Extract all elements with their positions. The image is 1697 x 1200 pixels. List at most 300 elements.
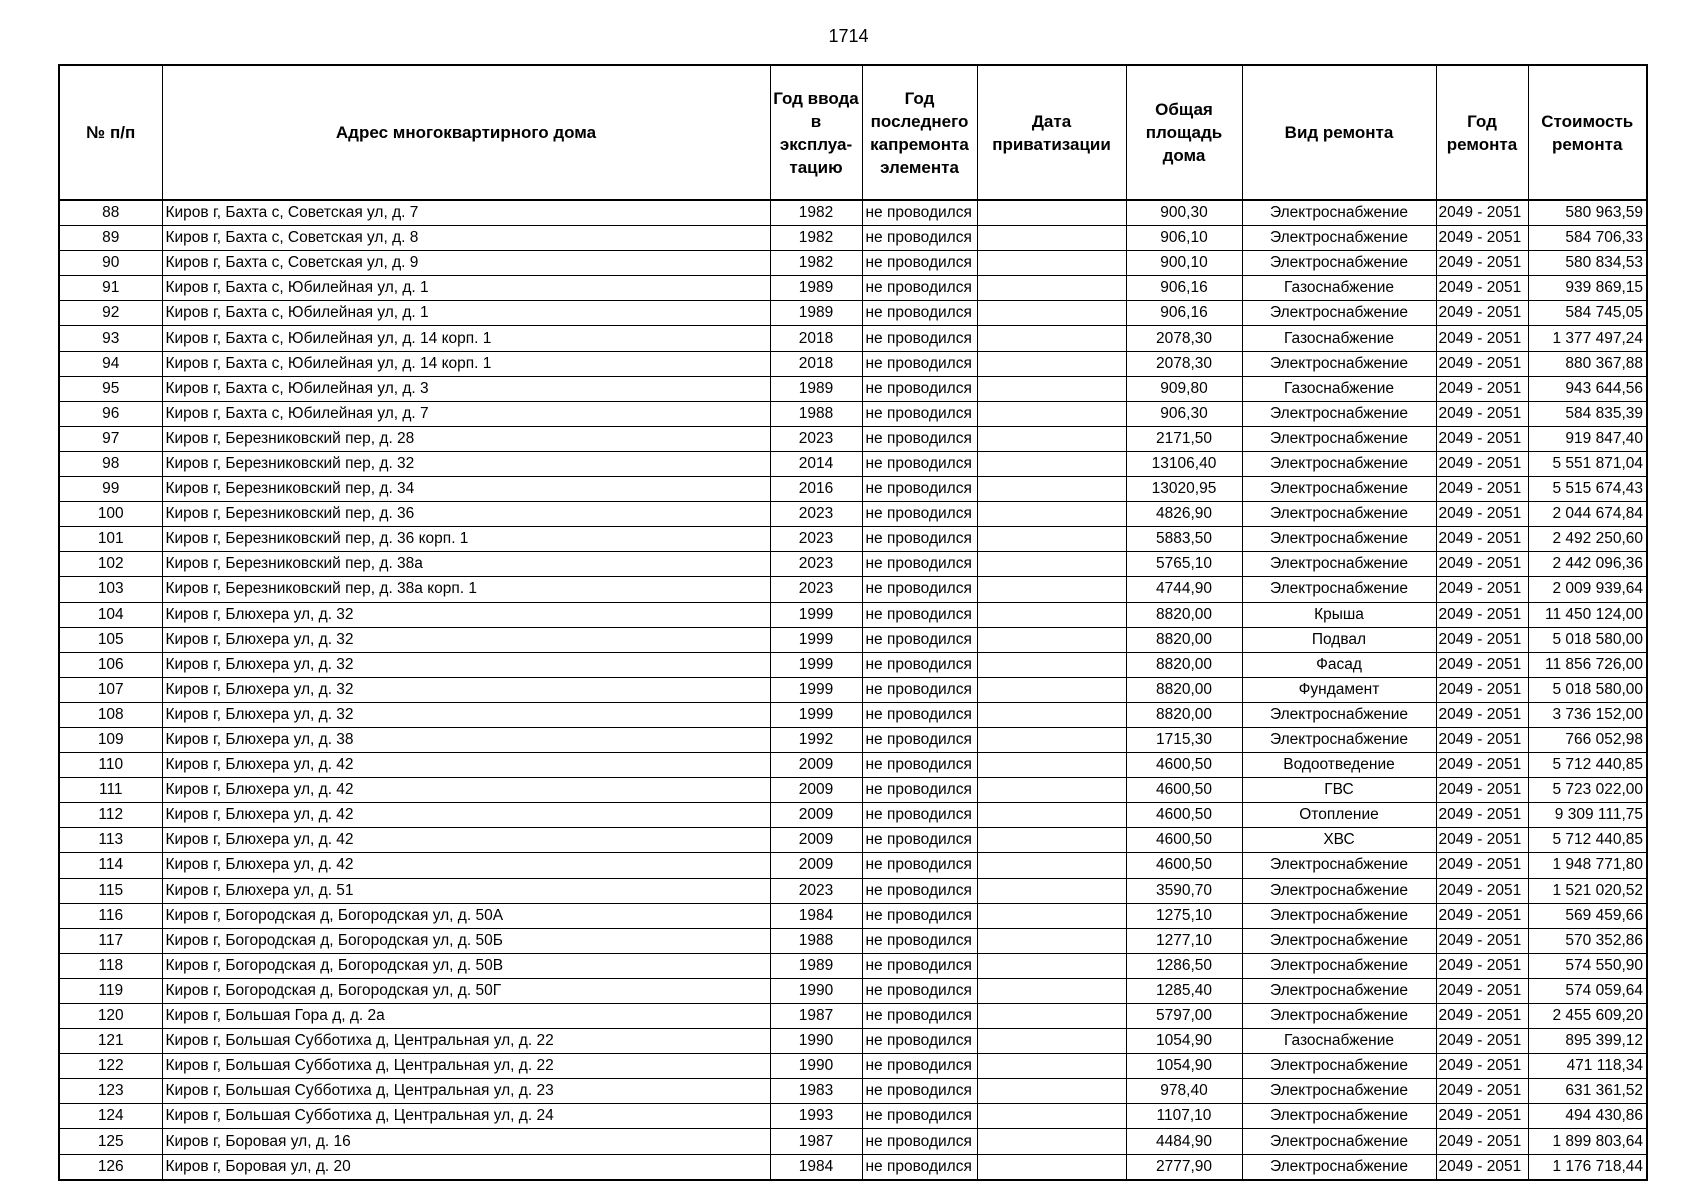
cell-last-repair: не проводился bbox=[862, 1129, 977, 1154]
cell-num: 103 bbox=[59, 577, 162, 602]
cell-num: 121 bbox=[59, 1029, 162, 1054]
table-row bbox=[59, 527, 1647, 552]
cell-year-built: 2018 bbox=[770, 351, 862, 376]
table-row bbox=[59, 401, 1647, 426]
cell-area: 1715,30 bbox=[1126, 727, 1242, 752]
cell-year-built: 2018 bbox=[770, 326, 862, 351]
table-row bbox=[59, 928, 1647, 953]
cell-area: 909,80 bbox=[1126, 376, 1242, 401]
cell-num: 93 bbox=[59, 326, 162, 351]
table-row bbox=[59, 226, 1647, 251]
cell-repair-years: 2049 - 2051 bbox=[1436, 426, 1528, 451]
cell-cost: 570 352,86 bbox=[1528, 928, 1647, 953]
cell-repair-years: 2049 - 2051 bbox=[1436, 727, 1528, 752]
cell-num: 109 bbox=[59, 727, 162, 752]
cell-area: 13020,95 bbox=[1126, 477, 1242, 502]
cell-cost: 5 018 580,00 bbox=[1528, 677, 1647, 702]
cell-privatization bbox=[977, 1104, 1126, 1129]
cell-repair-type: Электроснабжение bbox=[1242, 928, 1436, 953]
cell-privatization bbox=[977, 1029, 1126, 1054]
cell-address: Киров г, Березниковский пер, д. 36 bbox=[162, 502, 770, 527]
cell-last-repair: не проводился bbox=[862, 828, 977, 853]
cell-repair-type: Электроснабжение bbox=[1242, 978, 1436, 1003]
cell-year-built: 2023 bbox=[770, 426, 862, 451]
cell-repair-type: Электроснабжение bbox=[1242, 1104, 1436, 1129]
cell-area: 4744,90 bbox=[1126, 577, 1242, 602]
cell-year-built: 2014 bbox=[770, 451, 862, 476]
cell-cost: 1 948 771,80 bbox=[1528, 853, 1647, 878]
cell-address: Киров г, Богородская д, Богородская ул, д. 50В bbox=[162, 953, 770, 978]
table-row bbox=[59, 376, 1647, 401]
cell-num: 118 bbox=[59, 953, 162, 978]
table-row bbox=[59, 552, 1647, 577]
cell-num: 90 bbox=[59, 251, 162, 276]
cell-last-repair: не проводился bbox=[862, 602, 977, 627]
cell-year-built: 1992 bbox=[770, 727, 862, 752]
cell-address: Киров г, Богородская д, Богородская ул, д. 50А bbox=[162, 903, 770, 928]
cell-year-built: 1999 bbox=[770, 677, 862, 702]
cell-cost: 880 367,88 bbox=[1528, 351, 1647, 376]
table-row bbox=[59, 627, 1647, 652]
cell-num: 107 bbox=[59, 677, 162, 702]
cell-repair-years: 2049 - 2051 bbox=[1436, 451, 1528, 476]
cell-num: 116 bbox=[59, 903, 162, 928]
cell-address: Киров г, Бахта с, Юбилейная ул, д. 1 bbox=[162, 276, 770, 301]
table-row bbox=[59, 200, 1647, 226]
cell-cost: 574 059,64 bbox=[1528, 978, 1647, 1003]
cell-year-built: 1984 bbox=[770, 1154, 862, 1180]
table-row bbox=[59, 477, 1647, 502]
cell-year-built: 1984 bbox=[770, 903, 862, 928]
table-row bbox=[59, 251, 1647, 276]
cell-year-built: 2023 bbox=[770, 552, 862, 577]
cell-cost: 2 492 250,60 bbox=[1528, 527, 1647, 552]
cell-last-repair: не проводился bbox=[862, 226, 977, 251]
cell-area: 978,40 bbox=[1126, 1079, 1242, 1104]
cell-last-repair: не проводился bbox=[862, 351, 977, 376]
cell-repair-type: Электроснабжение bbox=[1242, 200, 1436, 226]
table-row bbox=[59, 426, 1647, 451]
cell-last-repair: не проводился bbox=[862, 1154, 977, 1180]
cell-area: 2078,30 bbox=[1126, 326, 1242, 351]
cell-repair-type: Электроснабжение bbox=[1242, 477, 1436, 502]
cell-last-repair: не проводился bbox=[862, 426, 977, 451]
cell-year-built: 1983 bbox=[770, 1079, 862, 1104]
cell-privatization bbox=[977, 928, 1126, 953]
cell-area: 4826,90 bbox=[1126, 502, 1242, 527]
cell-address: Киров г, Бахта с, Юбилейная ул, д. 3 bbox=[162, 376, 770, 401]
cell-privatization bbox=[977, 652, 1126, 677]
cell-num: 88 bbox=[59, 200, 162, 226]
cell-last-repair: не проводился bbox=[862, 978, 977, 1003]
cell-privatization bbox=[977, 1004, 1126, 1029]
cell-area: 4600,50 bbox=[1126, 778, 1242, 803]
cell-privatization bbox=[977, 426, 1126, 451]
cell-area: 8820,00 bbox=[1126, 677, 1242, 702]
cell-cost: 9 309 111,75 bbox=[1528, 803, 1647, 828]
cell-cost: 5 515 674,43 bbox=[1528, 477, 1647, 502]
cell-year-built: 1988 bbox=[770, 928, 862, 953]
cell-year-built: 2009 bbox=[770, 803, 862, 828]
cell-privatization bbox=[977, 978, 1126, 1003]
cell-last-repair: не проводился bbox=[862, 853, 977, 878]
table-row bbox=[59, 828, 1647, 853]
cell-address: Киров г, Бахта с, Юбилейная ул, д. 14 корп. 1 bbox=[162, 326, 770, 351]
table-row bbox=[59, 978, 1647, 1003]
cell-repair-type: Электроснабжение bbox=[1242, 727, 1436, 752]
cell-repair-type: Электроснабжение bbox=[1242, 527, 1436, 552]
cell-privatization bbox=[977, 251, 1126, 276]
cell-last-repair: не проводился bbox=[862, 928, 977, 953]
cell-num: 126 bbox=[59, 1154, 162, 1180]
cell-year-built: 1989 bbox=[770, 301, 862, 326]
cell-repair-type: Электроснабжение bbox=[1242, 953, 1436, 978]
cell-cost: 569 459,66 bbox=[1528, 903, 1647, 928]
cell-last-repair: не проводился bbox=[862, 276, 977, 301]
cell-repair-years: 2049 - 2051 bbox=[1436, 301, 1528, 326]
cell-cost: 584 835,39 bbox=[1528, 401, 1647, 426]
cell-privatization bbox=[977, 1054, 1126, 1079]
cell-repair-years: 2049 - 2051 bbox=[1436, 200, 1528, 226]
cell-privatization bbox=[977, 477, 1126, 502]
cell-repair-type: Крыша bbox=[1242, 602, 1436, 627]
cell-repair-type: Электроснабжение bbox=[1242, 301, 1436, 326]
cell-repair-years: 2049 - 2051 bbox=[1436, 577, 1528, 602]
cell-year-built: 2009 bbox=[770, 753, 862, 778]
cell-num: 97 bbox=[59, 426, 162, 451]
cell-repair-years: 2049 - 2051 bbox=[1436, 828, 1528, 853]
cell-num: 117 bbox=[59, 928, 162, 953]
cell-last-repair: не проводился bbox=[862, 778, 977, 803]
cell-area: 8820,00 bbox=[1126, 627, 1242, 652]
table-row bbox=[59, 502, 1647, 527]
cell-year-built: 1989 bbox=[770, 953, 862, 978]
header-area: Общая площадь дома bbox=[1126, 65, 1242, 200]
cell-last-repair: не проводился bbox=[862, 451, 977, 476]
cell-repair-years: 2049 - 2051 bbox=[1436, 702, 1528, 727]
cell-cost: 574 550,90 bbox=[1528, 953, 1647, 978]
cell-repair-type: Электроснабжение bbox=[1242, 577, 1436, 602]
cell-last-repair: не проводился bbox=[862, 803, 977, 828]
cell-num: 108 bbox=[59, 702, 162, 727]
cell-repair-years: 2049 - 2051 bbox=[1436, 477, 1528, 502]
cell-repair-type: Электроснабжение bbox=[1242, 1004, 1436, 1029]
cell-year-built: 2023 bbox=[770, 878, 862, 903]
table-row bbox=[59, 351, 1647, 376]
cell-cost: 5 712 440,85 bbox=[1528, 753, 1647, 778]
cell-num: 94 bbox=[59, 351, 162, 376]
cell-privatization bbox=[977, 953, 1126, 978]
cell-address: Киров г, Блюхера ул, д. 42 bbox=[162, 778, 770, 803]
cell-year-built: 1990 bbox=[770, 1054, 862, 1079]
cell-repair-type: Газоснабжение bbox=[1242, 1029, 1436, 1054]
table-row bbox=[59, 853, 1647, 878]
cell-cost: 5 551 871,04 bbox=[1528, 451, 1647, 476]
table-header-row bbox=[59, 65, 1647, 200]
cell-cost: 5 723 022,00 bbox=[1528, 778, 1647, 803]
cell-repair-type: Электроснабжение bbox=[1242, 426, 1436, 451]
cell-area: 3590,70 bbox=[1126, 878, 1242, 903]
cell-num: 122 bbox=[59, 1054, 162, 1079]
cell-repair-years: 2049 - 2051 bbox=[1436, 251, 1528, 276]
page-number: 1714 bbox=[828, 26, 869, 46]
cell-num: 106 bbox=[59, 652, 162, 677]
cell-num: 111 bbox=[59, 778, 162, 803]
cell-repair-type: Электроснабжение bbox=[1242, 702, 1436, 727]
cell-year-built: 1988 bbox=[770, 401, 862, 426]
cell-repair-years: 2049 - 2051 bbox=[1436, 1029, 1528, 1054]
header-cost: Стоимость ремонта bbox=[1528, 65, 1647, 200]
cell-repair-years: 2049 - 2051 bbox=[1436, 803, 1528, 828]
cell-repair-type: Электроснабжение bbox=[1242, 903, 1436, 928]
cell-num: 95 bbox=[59, 376, 162, 401]
cell-last-repair: не проводился bbox=[862, 702, 977, 727]
cell-num: 115 bbox=[59, 878, 162, 903]
cell-address: Киров г, Боровая ул, д. 16 bbox=[162, 1129, 770, 1154]
table-row bbox=[59, 602, 1647, 627]
cell-year-built: 1999 bbox=[770, 652, 862, 677]
cell-num: 119 bbox=[59, 978, 162, 1003]
cell-address: Киров г, Большая Субботиха д, Центральная ул, д. 24 bbox=[162, 1104, 770, 1129]
header-privatization: Дата приватизации bbox=[977, 65, 1126, 200]
cell-year-built: 1982 bbox=[770, 200, 862, 226]
cell-num: 92 bbox=[59, 301, 162, 326]
cell-last-repair: не проводился bbox=[862, 652, 977, 677]
cell-repair-years: 2049 - 2051 bbox=[1436, 903, 1528, 928]
cell-area: 5883,50 bbox=[1126, 527, 1242, 552]
cell-address: Киров г, Блюхера ул, д. 32 bbox=[162, 702, 770, 727]
cell-repair-type: Отопление bbox=[1242, 803, 1436, 828]
cell-address: Киров г, Бахта с, Юбилейная ул, д. 7 bbox=[162, 401, 770, 426]
cell-last-repair: не проводился bbox=[862, 953, 977, 978]
cell-num: 102 bbox=[59, 552, 162, 577]
cell-address: Киров г, Блюхера ул, д. 42 bbox=[162, 753, 770, 778]
table-row bbox=[59, 702, 1647, 727]
cell-last-repair: не проводился bbox=[862, 1004, 977, 1029]
cell-address: Киров г, Блюхера ул, д. 42 bbox=[162, 853, 770, 878]
cell-repair-years: 2049 - 2051 bbox=[1436, 652, 1528, 677]
cell-repair-years: 2049 - 2051 bbox=[1436, 401, 1528, 426]
cell-privatization bbox=[977, 326, 1126, 351]
cell-privatization bbox=[977, 200, 1126, 226]
cell-area: 4600,50 bbox=[1126, 853, 1242, 878]
table-row bbox=[59, 577, 1647, 602]
cell-area: 2078,30 bbox=[1126, 351, 1242, 376]
cell-year-built: 1993 bbox=[770, 1104, 862, 1129]
cell-address: Киров г, Блюхера ул, д. 32 bbox=[162, 652, 770, 677]
table-row bbox=[59, 753, 1647, 778]
cell-repair-years: 2049 - 2051 bbox=[1436, 853, 1528, 878]
cell-privatization bbox=[977, 1129, 1126, 1154]
cell-repair-type: Электроснабжение bbox=[1242, 853, 1436, 878]
cell-num: 113 bbox=[59, 828, 162, 853]
cell-last-repair: не проводился bbox=[862, 1054, 977, 1079]
cell-cost: 939 869,15 bbox=[1528, 276, 1647, 301]
cell-address: Киров г, Березниковский пер, д. 38а корп. 1 bbox=[162, 577, 770, 602]
cell-repair-years: 2049 - 2051 bbox=[1436, 878, 1528, 903]
cell-address: Киров г, Блюхера ул, д. 32 bbox=[162, 627, 770, 652]
cell-num: 96 bbox=[59, 401, 162, 426]
cell-area: 900,30 bbox=[1126, 200, 1242, 226]
cell-repair-type: Фасад bbox=[1242, 652, 1436, 677]
cell-area: 906,16 bbox=[1126, 301, 1242, 326]
cell-cost: 1 176 718,44 bbox=[1528, 1154, 1647, 1180]
cell-privatization bbox=[977, 552, 1126, 577]
cell-area: 900,10 bbox=[1126, 251, 1242, 276]
cell-area: 13106,40 bbox=[1126, 451, 1242, 476]
cell-privatization bbox=[977, 1079, 1126, 1104]
cell-repair-years: 2049 - 2051 bbox=[1436, 978, 1528, 1003]
cell-num: 124 bbox=[59, 1104, 162, 1129]
repair-table bbox=[58, 64, 1648, 1181]
cell-repair-years: 2049 - 2051 bbox=[1436, 226, 1528, 251]
cell-last-repair: не проводился bbox=[862, 401, 977, 426]
cell-cost: 943 644,56 bbox=[1528, 376, 1647, 401]
cell-repair-type: Электроснабжение bbox=[1242, 351, 1436, 376]
cell-num: 100 bbox=[59, 502, 162, 527]
cell-repair-type: Подвал bbox=[1242, 627, 1436, 652]
cell-privatization bbox=[977, 702, 1126, 727]
cell-cost: 580 834,53 bbox=[1528, 251, 1647, 276]
cell-address: Киров г, Березниковский пер, д. 38а bbox=[162, 552, 770, 577]
cell-cost: 584 745,05 bbox=[1528, 301, 1647, 326]
cell-cost: 5 712 440,85 bbox=[1528, 828, 1647, 853]
cell-last-repair: не проводился bbox=[862, 753, 977, 778]
cell-privatization bbox=[977, 753, 1126, 778]
cell-area: 906,10 bbox=[1126, 226, 1242, 251]
cell-repair-years: 2049 - 2051 bbox=[1436, 1004, 1528, 1029]
cell-cost: 766 052,98 bbox=[1528, 727, 1647, 752]
cell-repair-years: 2049 - 2051 bbox=[1436, 326, 1528, 351]
cell-cost: 5 018 580,00 bbox=[1528, 627, 1647, 652]
cell-address: Киров г, Богородская д, Богородская ул, д. 50Б bbox=[162, 928, 770, 953]
cell-num: 101 bbox=[59, 527, 162, 552]
cell-repair-type: Электроснабжение bbox=[1242, 1129, 1436, 1154]
cell-privatization bbox=[977, 602, 1126, 627]
cell-repair-years: 2049 - 2051 bbox=[1436, 953, 1528, 978]
cell-privatization bbox=[977, 878, 1126, 903]
cell-num: 105 bbox=[59, 627, 162, 652]
cell-last-repair: не проводился bbox=[862, 1029, 977, 1054]
cell-privatization bbox=[977, 778, 1126, 803]
cell-address: Киров г, Блюхера ул, д. 42 bbox=[162, 803, 770, 828]
cell-cost: 580 963,59 bbox=[1528, 200, 1647, 226]
cell-area: 1286,50 bbox=[1126, 953, 1242, 978]
cell-repair-type: Газоснабжение bbox=[1242, 326, 1436, 351]
cell-address: Киров г, Блюхера ул, д. 32 bbox=[162, 602, 770, 627]
cell-area: 4600,50 bbox=[1126, 803, 1242, 828]
cell-cost: 11 450 124,00 bbox=[1528, 602, 1647, 627]
table-row bbox=[59, 903, 1647, 928]
table-row bbox=[59, 451, 1647, 476]
cell-area: 906,30 bbox=[1126, 401, 1242, 426]
cell-area: 1107,10 bbox=[1126, 1104, 1242, 1129]
cell-last-repair: не проводился bbox=[862, 903, 977, 928]
cell-last-repair: не проводился bbox=[862, 1104, 977, 1129]
table-row bbox=[59, 1079, 1647, 1104]
cell-area: 1285,40 bbox=[1126, 978, 1242, 1003]
table-row bbox=[59, 326, 1647, 351]
cell-repair-years: 2049 - 2051 bbox=[1436, 1129, 1528, 1154]
table-row bbox=[59, 953, 1647, 978]
cell-year-built: 2023 bbox=[770, 527, 862, 552]
cell-num: 99 bbox=[59, 477, 162, 502]
cell-address: Киров г, Блюхера ул, д. 32 bbox=[162, 677, 770, 702]
cell-repair-years: 2049 - 2051 bbox=[1436, 1104, 1528, 1129]
cell-cost: 3 736 152,00 bbox=[1528, 702, 1647, 727]
cell-last-repair: не проводился bbox=[862, 727, 977, 752]
cell-year-built: 2023 bbox=[770, 502, 862, 527]
cell-area: 5797,00 bbox=[1126, 1004, 1242, 1029]
cell-privatization bbox=[977, 677, 1126, 702]
cell-privatization bbox=[977, 727, 1126, 752]
cell-privatization bbox=[977, 226, 1126, 251]
cell-address: Киров г, Бахта с, Советская ул, д. 7 bbox=[162, 200, 770, 226]
cell-address: Киров г, Березниковский пер, д. 36 корп. 1 bbox=[162, 527, 770, 552]
cell-last-repair: не проводился bbox=[862, 251, 977, 276]
table-body bbox=[59, 200, 1647, 1180]
cell-num: 125 bbox=[59, 1129, 162, 1154]
cell-cost: 1 521 020,52 bbox=[1528, 878, 1647, 903]
cell-area: 4600,50 bbox=[1126, 828, 1242, 853]
cell-last-repair: не проводился bbox=[862, 477, 977, 502]
cell-repair-years: 2049 - 2051 bbox=[1436, 351, 1528, 376]
cell-last-repair: не проводился bbox=[862, 627, 977, 652]
cell-cost: 895 399,12 bbox=[1528, 1029, 1647, 1054]
cell-repair-type: Электроснабжение bbox=[1242, 401, 1436, 426]
cell-repair-years: 2049 - 2051 bbox=[1436, 627, 1528, 652]
table-row bbox=[59, 1129, 1647, 1154]
cell-repair-type: Электроснабжение bbox=[1242, 226, 1436, 251]
cell-year-built: 2009 bbox=[770, 828, 862, 853]
cell-privatization bbox=[977, 502, 1126, 527]
table-row bbox=[59, 276, 1647, 301]
header-repair-type: Вид ремонта bbox=[1242, 65, 1436, 200]
cell-year-built: 2016 bbox=[770, 477, 862, 502]
cell-repair-type: Электроснабжение bbox=[1242, 878, 1436, 903]
cell-privatization bbox=[977, 1154, 1126, 1180]
cell-repair-years: 2049 - 2051 bbox=[1436, 778, 1528, 803]
cell-last-repair: не проводился bbox=[862, 200, 977, 226]
cell-cost: 1 377 497,24 bbox=[1528, 326, 1647, 351]
table-row bbox=[59, 1054, 1647, 1079]
cell-year-built: 2023 bbox=[770, 577, 862, 602]
cell-address: Киров г, Бахта с, Юбилейная ул, д. 14 корп. 1 bbox=[162, 351, 770, 376]
cell-num: 89 bbox=[59, 226, 162, 251]
cell-privatization bbox=[977, 803, 1126, 828]
cell-address: Киров г, Большая Субботиха д, Центральная ул, д. 22 bbox=[162, 1054, 770, 1079]
cell-area: 4484,90 bbox=[1126, 1129, 1242, 1154]
cell-last-repair: не проводился bbox=[862, 1079, 977, 1104]
cell-last-repair: не проводился bbox=[862, 577, 977, 602]
cell-area: 2777,90 bbox=[1126, 1154, 1242, 1180]
cell-repair-years: 2049 - 2051 bbox=[1436, 928, 1528, 953]
cell-privatization bbox=[977, 903, 1126, 928]
header-last-repair: Год последнего капремонта элемента bbox=[862, 65, 977, 200]
cell-year-built: 1989 bbox=[770, 376, 862, 401]
cell-num: 98 bbox=[59, 451, 162, 476]
cell-repair-years: 2049 - 2051 bbox=[1436, 527, 1528, 552]
cell-cost: 2 455 609,20 bbox=[1528, 1004, 1647, 1029]
cell-year-built: 1982 bbox=[770, 226, 862, 251]
cell-repair-years: 2049 - 2051 bbox=[1436, 502, 1528, 527]
cell-address: Киров г, Березниковский пер, д. 32 bbox=[162, 451, 770, 476]
cell-area: 1054,90 bbox=[1126, 1054, 1242, 1079]
cell-address: Киров г, Блюхера ул, д. 38 bbox=[162, 727, 770, 752]
cell-address: Киров г, Блюхера ул, д. 42 bbox=[162, 828, 770, 853]
cell-last-repair: не проводился bbox=[862, 552, 977, 577]
cell-cost: 584 706,33 bbox=[1528, 226, 1647, 251]
